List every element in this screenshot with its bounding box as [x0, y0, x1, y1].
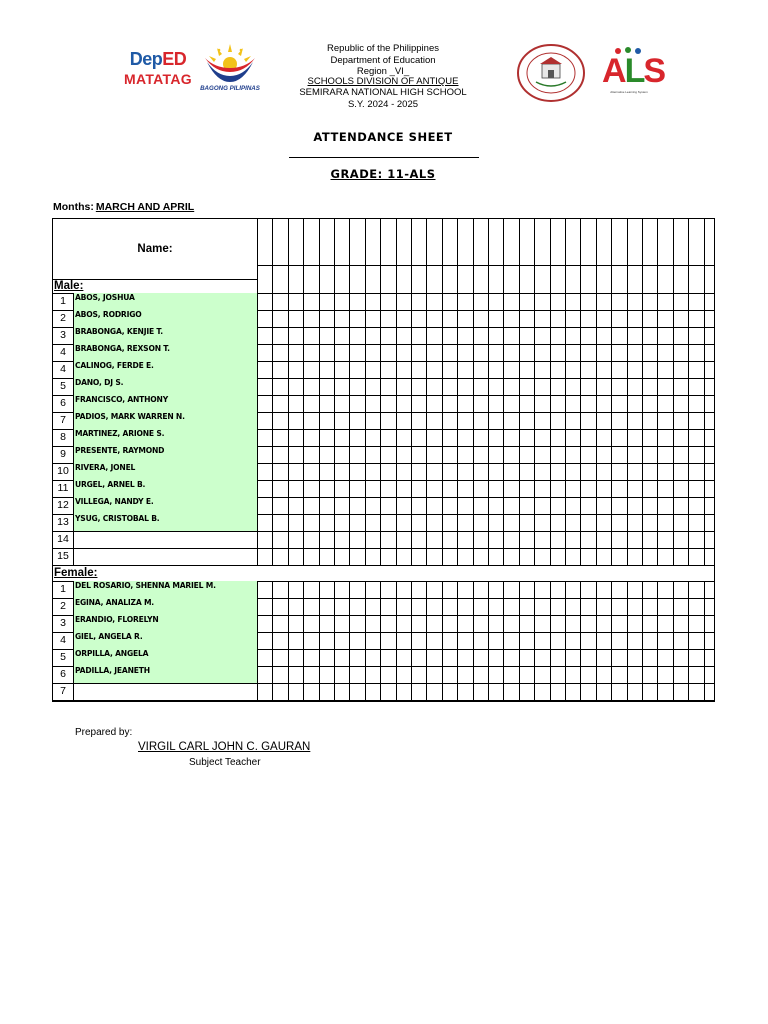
male-student-name[interactable]: ABOS, JOSHUA	[74, 293, 257, 310]
male-student-name[interactable]: RIVERA, JONEL	[74, 463, 257, 480]
female-student-name[interactable]: ORPILLA, ANGELA	[74, 649, 257, 666]
teacher-name: VIRGIL CARL JOHN C. GAURAN	[138, 741, 311, 753]
deped-logo-text-right: ED	[162, 49, 187, 69]
school-seal-logo	[516, 44, 586, 102]
male-row-number: 6	[60, 397, 66, 409]
deped-matatag-logo	[122, 50, 194, 94]
matatag-logo-text: MATATAG	[124, 71, 192, 87]
female-student-name[interactable]: GIEL, ANGELA R.	[74, 632, 257, 649]
male-row-number: 14	[57, 533, 69, 545]
male-student-name[interactable]: URGEL, ARNEL B.	[74, 480, 257, 497]
male-section-label: Male:	[54, 280, 84, 292]
female-student-name[interactable]: PADILLA, JEANETH	[74, 666, 257, 683]
male-row-number: 4	[60, 346, 66, 358]
teacher-role: Subject Teacher	[189, 757, 261, 768]
title-divider	[289, 157, 479, 158]
female-student-name[interactable]: ERANDIO, FLORELYN	[74, 615, 257, 632]
grid-line	[73, 293, 74, 565]
grid-line	[257, 581, 258, 700]
male-row-number: 9	[60, 448, 66, 460]
months-value: MARCH AND APRIL	[95, 201, 195, 213]
male-row-number: 7	[60, 414, 66, 426]
male-student-name[interactable]	[74, 531, 257, 548]
sheet-title: ATTENDANCE SHEET	[313, 130, 453, 144]
male-row-number: 3	[60, 329, 66, 341]
male-student-name[interactable]: PADIOS, MARK WARREN N.	[74, 412, 257, 429]
male-student-name[interactable]: FRANCISCO, ANTHONY	[74, 395, 257, 412]
male-row-number: 5	[60, 380, 66, 392]
male-student-name[interactable]: CALINOG, FERDE E.	[74, 361, 257, 378]
male-student-name[interactable]: YSUG, CRISTOBAL B.	[74, 514, 257, 531]
male-student-name[interactable]: BRABONGA, REXSON T.	[74, 344, 257, 361]
attendance-table	[52, 218, 715, 702]
female-section-label: Female:	[54, 567, 98, 579]
male-row-number: 13	[57, 516, 69, 528]
female-row-number: 5	[60, 651, 66, 663]
grid-line	[257, 293, 258, 565]
male-student-name[interactable]: VILLEGA, NANDY E.	[74, 497, 257, 514]
female-row-number: 6	[60, 668, 66, 680]
female-row-number: 3	[60, 617, 66, 629]
header-republic: Republic of the Philippines	[327, 43, 439, 54]
header-division: SCHOOLS DIVISION OF ANTIQUE	[307, 76, 459, 87]
female-student-name[interactable]	[74, 683, 257, 700]
female-student-name[interactable]: EGINA, ANALIZA M.	[74, 598, 257, 615]
male-student-name[interactable]: DANO, DJ S.	[74, 378, 257, 395]
grid-line	[257, 219, 258, 279]
grid-line	[73, 581, 74, 700]
grid-line	[257, 293, 714, 294]
male-row-number: 1	[60, 295, 66, 307]
header-department: Department of Education	[330, 55, 436, 66]
als-logo-subtitle: Alternative Learning System	[610, 90, 648, 94]
male-student-name[interactable]: MARTINEZ, ARIONE S.	[74, 429, 257, 446]
als-logo-text: ALS	[602, 52, 665, 90]
school-seal-icon	[516, 44, 586, 102]
female-row-number: 1	[60, 583, 66, 595]
male-row-number: 2	[60, 312, 66, 324]
months-label: Months:	[53, 201, 94, 213]
male-row-number: 10	[57, 465, 69, 477]
months-row	[53, 201, 194, 213]
grid-line	[257, 265, 714, 266]
male-student-name[interactable]: ABOS, RODRIGO	[74, 310, 257, 327]
name-column-header: Name:	[137, 243, 173, 255]
header-school-year: S.Y. 2024 - 2025	[347, 99, 419, 110]
female-row-number: 2	[60, 600, 66, 612]
female-row-number: 7	[60, 685, 66, 697]
male-student-name[interactable]	[74, 548, 257, 565]
grid-line	[53, 279, 258, 280]
bagong-pilipinas-text: BAGONG PILIPINAS	[200, 85, 260, 92]
female-row-number: 4	[60, 634, 66, 646]
grade-label: GRADE: 11-ALS	[330, 167, 436, 181]
grid-line	[53, 700, 714, 701]
female-student-name[interactable]: DEL ROSARIO, SHENNA MARIEL M.	[74, 581, 257, 598]
male-student-name[interactable]: PRESENTE, RAYMOND	[74, 446, 257, 463]
header-region: Region _VI_	[356, 66, 410, 77]
grid-line	[53, 565, 714, 566]
deped-logo-text-left: Dep	[129, 49, 163, 69]
prepared-by-label: Prepared by:	[75, 727, 133, 738]
als-logo	[600, 46, 665, 100]
male-student-name[interactable]: BRABONGA, KENJIE T.	[74, 327, 257, 344]
male-row-number: 4	[60, 363, 66, 375]
male-row-number: 15	[57, 550, 69, 562]
header-school: SEMIRARA NATIONAL HIGH SCHOOL	[299, 87, 467, 98]
male-row-number: 8	[60, 431, 66, 443]
male-row-number: 11	[57, 482, 69, 494]
male-row-number: 12	[57, 499, 69, 511]
